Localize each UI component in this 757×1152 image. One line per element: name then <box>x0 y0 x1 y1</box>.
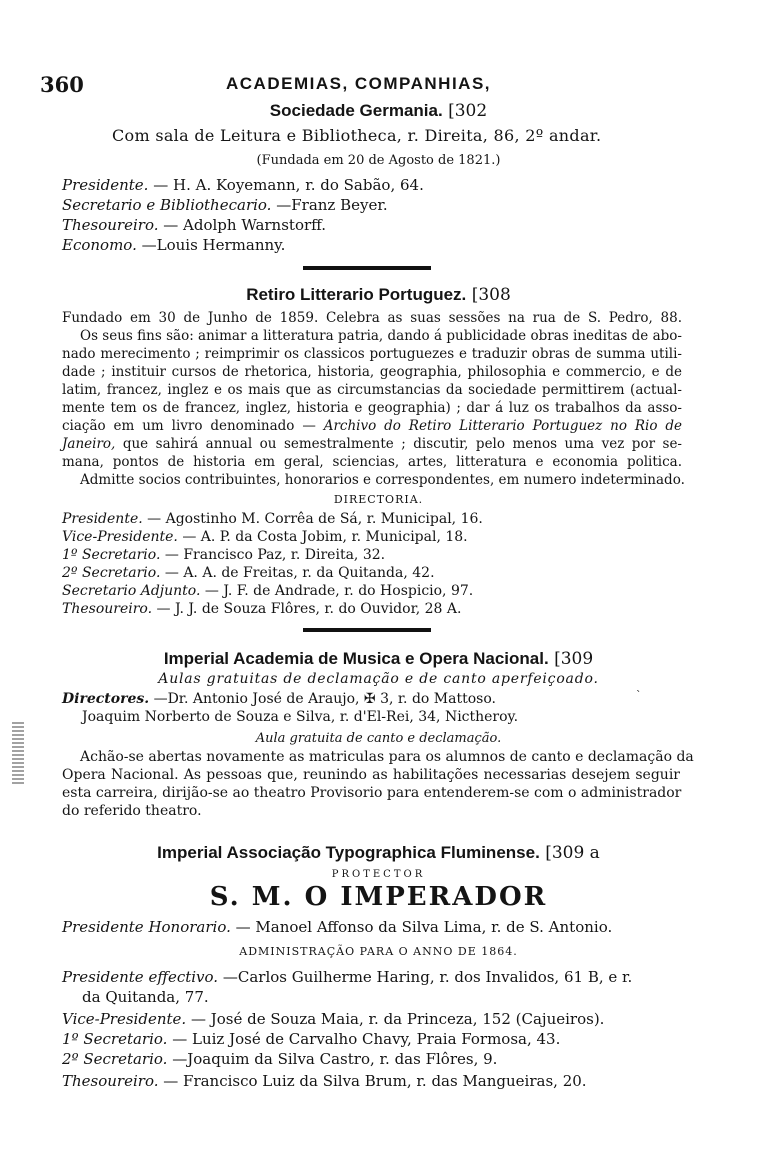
typographica-honorary <box>62 920 612 935</box>
musica-notice-0: Achão-se abertas novamente as matriculas para os alumnos de canto e declamação da <box>80 749 694 765</box>
germania-ref: [302 <box>448 101 488 121</box>
retiro-line-5: mente tem os de francez, inglez, historia e geographia) ; dar á luz os trabalhos da asso- <box>62 400 682 416</box>
officer-role: Economo. <box>62 236 137 254</box>
section-typographica-heading <box>0 844 757 862</box>
typographica-ref: [309 a <box>545 843 600 863</box>
retiro-ref: [308 <box>471 285 511 305</box>
officer-name: — Manoel Affonso da Silva Lima, r. de S. Antonio. <box>235 918 613 936</box>
officer-name: — José de Souza Maia, r. da Princeza, 152 (Cajueiros). <box>190 1010 605 1028</box>
officer-name: — J. F. de Andrade, r. do Hospicio, 97. <box>204 583 474 599</box>
officer-role: Secretario e Bibliothecario. <box>62 196 272 214</box>
retiro-board-label: DIRECTORIA. <box>333 493 424 506</box>
margin-stamp-mark <box>12 722 24 784</box>
germania-line1: Com sala de Leitura e Bibliotheca, r. Direita, 86, 2º andar. <box>112 126 602 145</box>
director-name: —Dr. Antonio José de Araujo, ✠ 3, r. do Mattoso. <box>153 691 496 707</box>
section-musica-heading <box>0 650 757 668</box>
retiro-line-6-a: ciação em um livro denominado — <box>62 418 316 434</box>
germania-officer-2 <box>62 218 326 233</box>
germania-officer-3 <box>62 238 285 253</box>
musica-notice-3: do referido theatro. <box>62 803 202 819</box>
officer-name: —Louis Hermanny. <box>141 236 286 254</box>
officer-role: Thesoureiro. <box>62 1072 159 1090</box>
retiro-officer-0 <box>62 512 483 526</box>
retiro-officer-2 <box>62 548 385 562</box>
retiro-line-7-b: que sahirá annual ou semestralmente ; discutir, pelo menos uma vez por se- <box>122 436 682 452</box>
officer-role: Thesoureiro. <box>62 216 159 234</box>
musica-title: Imperial Academia de Musica e Opera Nacional. <box>163 649 549 668</box>
typographica-effective-cont: da Quitanda, 77. <box>82 988 209 1006</box>
officer-role: Vice-Presidente. <box>62 1010 187 1028</box>
stray-mark: ˋ <box>636 689 642 702</box>
retiro-line-2: nado merecimento ; reimprimir os classicos portuguezes e traduzir obras de summa utili- <box>62 346 682 362</box>
officer-name: —Franz Beyer. <box>276 196 388 214</box>
section-germania-heading <box>0 102 757 120</box>
typographica-effective <box>62 970 632 985</box>
retiro-officer-3 <box>62 566 435 580</box>
musica-notice-1: Opera Nacional. As pessoas que, reunindo as habilitações necessarias desejem seguir <box>62 767 680 783</box>
section-retiro-heading <box>0 286 757 304</box>
musica-ref: [309 <box>554 649 594 669</box>
officer-role: Presidente Honorario. <box>62 918 231 936</box>
officer-role: Secretario Adjunto. <box>62 583 201 599</box>
section-divider <box>303 628 431 632</box>
officer-role: 1º Secretario. <box>62 1030 168 1048</box>
typographica-title: Imperial Associação Typographica Fluminense. <box>157 843 540 862</box>
officer-role: Presidente. <box>62 176 149 194</box>
officer-name: — Adolph Warnstorff. <box>163 216 327 234</box>
retiro-line-9: Admitte socios contribuintes, honorarios e correspondentes, em numero indeterminado. <box>80 472 685 488</box>
officer-name: — Luiz José de Carvalho Chavy, Praia Formosa, 43. <box>172 1030 561 1048</box>
musica-subtitle-2: Aula gratuita de canto e declamação. <box>255 731 502 746</box>
officer-role: Presidente effectivo. <box>62 968 219 986</box>
officer-name: — Agostinho M. Corrêa de Sá, r. Municipal, 16. <box>147 511 483 527</box>
typographica-protector: S. M. O IMPERADOR <box>209 882 548 912</box>
officer-role: 2º Secretario. <box>62 565 161 581</box>
retiro-line-8: mana, pontos de historia em geral, sciencias, artes, litteratura e economia politica. <box>62 454 682 470</box>
typographica-officer-3 <box>62 1074 587 1089</box>
germania-founded: (Fundada em 20 de Agosto de 1821.) <box>256 153 501 168</box>
retiro-line-4: latim, francez, inglez e os mais que as circumstancias da sociedade permittirem (actual- <box>62 382 682 398</box>
retiro-officer-4 <box>62 584 473 598</box>
retiro-title: Retiro Litterario Portuguez. <box>246 285 467 304</box>
musica-director-1 <box>62 692 496 706</box>
officer-name: — Francisco Luiz da Silva Brum, r. das Mangueiras, 20. <box>163 1072 587 1090</box>
germania-officer-1 <box>62 198 388 213</box>
retiro-line-1: Os seus fins são: animar a litteratura patria, dando á publicidade obras ineditas de abo- <box>80 328 682 344</box>
officer-role: 1º Secretario. <box>62 547 161 563</box>
section-divider <box>303 266 431 270</box>
officer-name: — H. A. Koyemann, r. do Sabão, 64. <box>153 176 424 194</box>
officer-name: —Joaquim da Silva Castro, r. das Flôres, 9. <box>172 1050 498 1068</box>
officer-role: Vice-Presidente. <box>62 529 178 545</box>
retiro-line-3: dade ; instituir cursos de rhetorica, historia, geographia, philosophia e commercio, e de <box>62 364 682 380</box>
retiro-line-7-a: Janeiro, <box>62 436 116 452</box>
typographica-admin-label: ADMINISTRAÇÃO PARA O ANNO DE 1864. <box>239 945 518 958</box>
page-number: 360 <box>40 72 84 97</box>
retiro-line-6-b: Archivo do Retiro Litterario Portuguez no Rio de <box>323 418 682 434</box>
germania-title: Sociedade Germania. <box>269 101 443 120</box>
retiro-line-7 <box>62 438 682 452</box>
typographica-officer-1 <box>62 1032 560 1047</box>
typographica-officer-0 <box>62 1012 604 1027</box>
officer-name: — A. P. da Costa Jobim, r. Municipal, 18. <box>182 529 468 545</box>
musica-subtitle: Aulas gratuitas de declamação e de canto aperfeiçoado. <box>158 671 599 687</box>
retiro-officer-5 <box>62 602 461 616</box>
officer-name: —Carlos Guilherme Haring, r. dos Invalidos, 61 B, e r. <box>222 968 633 986</box>
musica-director-2: Joaquim Norberto de Souza e Silva, r. d'El-Rei, 34, Nictheroy. <box>82 709 519 725</box>
officer-role: Presidente. <box>62 511 143 527</box>
officer-name: — J. J. de Souza Flôres, r. do Ouvidor, 28 A. <box>156 601 462 617</box>
officer-role: Thesoureiro. <box>62 601 153 617</box>
officer-role: 2º Secretario. <box>62 1050 168 1068</box>
typographica-protector-label: PROTECTOR <box>331 869 426 880</box>
retiro-line-6 <box>62 420 682 434</box>
germania-officer-0 <box>62 178 424 193</box>
musica-notice-2: esta carreira, dirijão-se ao theatro Provisorio para entenderem-se com o administrador <box>62 785 682 801</box>
officer-name: — A. A. de Freitas, r. da Quitanda, 42. <box>164 565 435 581</box>
retiro-line-0: Fundado em 30 de Junho de 1859. Celebra as suas sessões na rua de S. Pedro, 88. <box>62 310 682 326</box>
running-title: ACADEMIAS, COMPANHIAS, <box>226 74 492 93</box>
officer-name: — Francisco Paz, r. Direita, 32. <box>164 547 386 563</box>
retiro-officer-1 <box>62 530 468 544</box>
directors-role: Directores. <box>62 691 150 707</box>
typographica-officer-2 <box>62 1052 497 1067</box>
